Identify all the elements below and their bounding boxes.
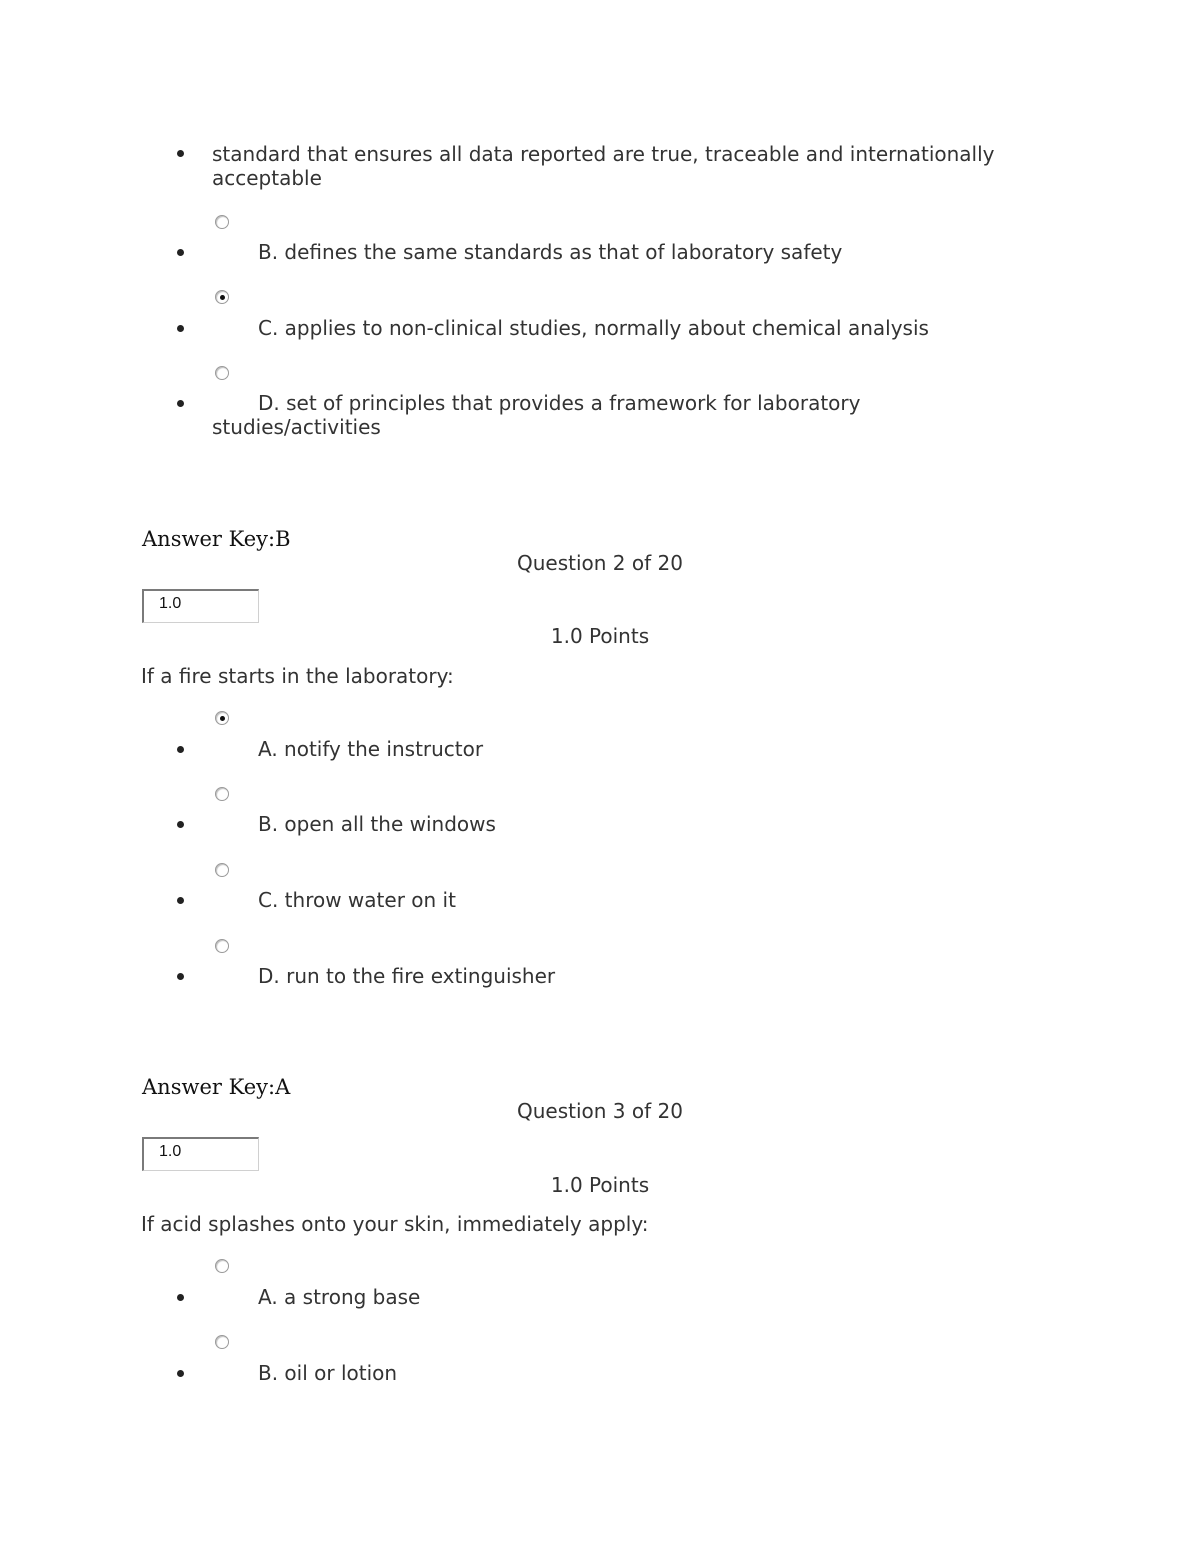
q1-option-a-text-cont: acceptable <box>212 166 322 190</box>
q2-points: 1.0 Points <box>550 624 650 648</box>
bullet <box>177 821 184 828</box>
q1-option-d-radio[interactable] <box>215 366 229 380</box>
q2-option-d-text: D. run to the fire extinguisher <box>258 964 556 988</box>
q2-option-c-text: C. throw water on it <box>258 888 456 912</box>
bullet <box>177 897 184 904</box>
bullet <box>177 973 184 980</box>
bullet <box>177 1294 184 1301</box>
q3-points: 1.0 Points <box>550 1173 650 1197</box>
q1-option-c-text: C. applies to non-clinical studies, normally about chemical analysis <box>258 316 929 340</box>
bullet <box>177 746 184 753</box>
q2-option-b-radio[interactable] <box>215 787 229 801</box>
q3-score-input[interactable]: 1.0 <box>142 1137 259 1171</box>
q3-option-b-text: B. oil or lotion <box>258 1361 398 1385</box>
q2-option-a-radio[interactable] <box>215 711 229 725</box>
q1-option-b-radio[interactable] <box>215 215 229 229</box>
bullet <box>177 325 184 332</box>
q3-option-a-radio[interactable] <box>215 1259 229 1273</box>
q3-answer-key: Answer Key:A <box>142 1075 291 1099</box>
bullet <box>177 1370 184 1377</box>
q1-option-d-text: D. set of principles that provides a framework for laboratory <box>258 391 861 415</box>
q3-question-header: Question 3 of 20 <box>517 1099 683 1123</box>
q1-option-d-text-cont: studies/activities <box>212 415 381 439</box>
q2-option-c-radio[interactable] <box>215 863 229 877</box>
q3-option-a-text: A. a strong base <box>258 1285 421 1309</box>
q1-option-b-text: B. defines the same standards as that of laboratory safety <box>258 240 843 264</box>
q1-option-c-radio[interactable] <box>215 290 229 304</box>
bullet <box>177 150 184 157</box>
q3-question-text: If acid splashes onto your skin, immediately apply: <box>141 1212 649 1236</box>
q2-option-b-text: B. open all the windows <box>258 812 496 836</box>
bullet <box>177 400 184 407</box>
q2-score-input[interactable]: 1.0 <box>142 589 259 623</box>
q2-option-d-radio[interactable] <box>215 939 229 953</box>
bullet <box>177 249 184 256</box>
q3-option-b-radio[interactable] <box>215 1335 229 1349</box>
q2-question-text: If a fire starts in the laboratory: <box>141 664 454 688</box>
q1-option-a-text: standard that ensures all data reported are true, traceable and internationally <box>212 142 995 166</box>
q2-question-header: Question 2 of 20 <box>517 551 683 575</box>
q2-option-a-text: A. notify the instructor <box>258 737 484 761</box>
q2-answer-key: Answer Key:B <box>142 527 291 551</box>
